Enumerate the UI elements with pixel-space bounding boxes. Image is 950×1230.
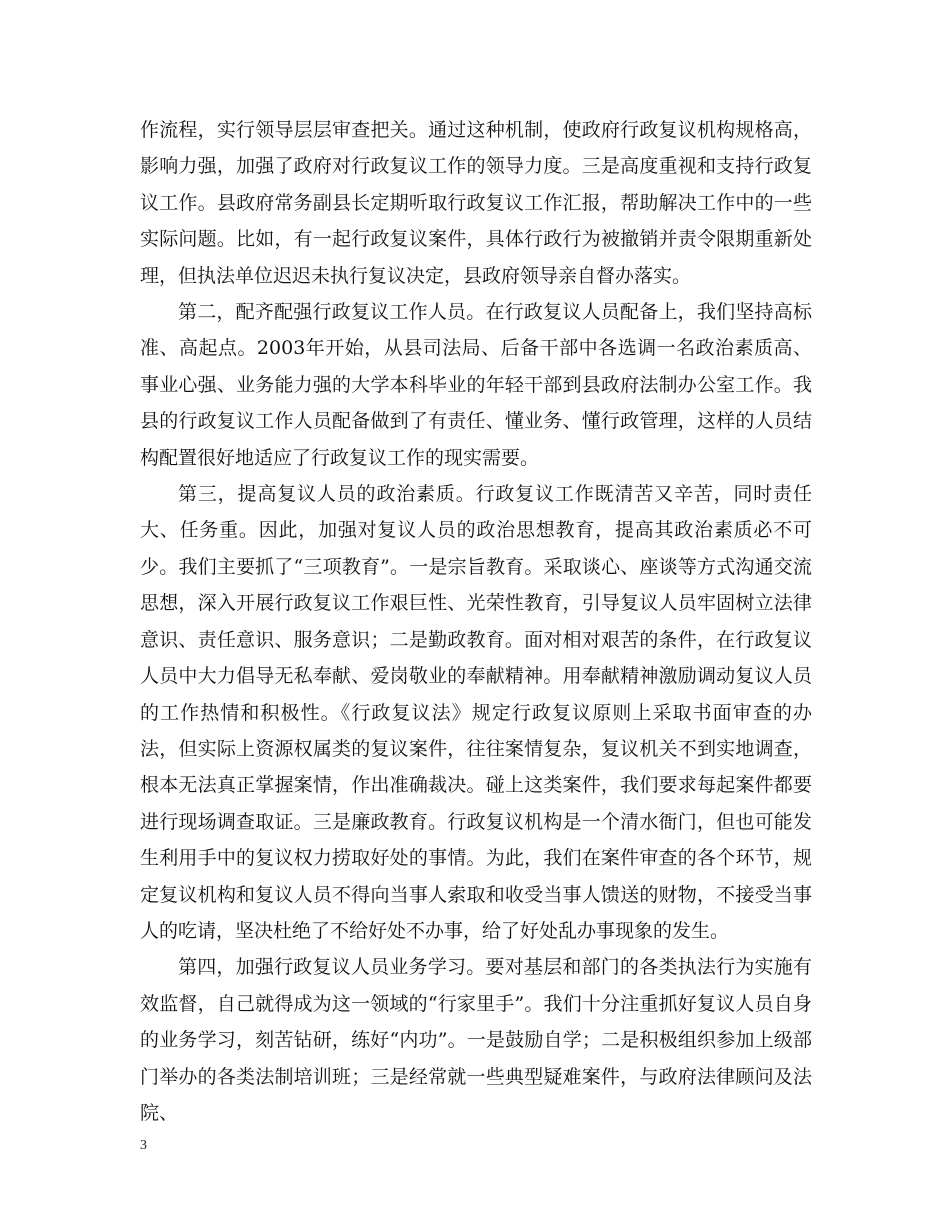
paragraph-fourth-business-study: 第四，加强行政复议人员业务学习。要对基层和部门的各类执法行为实施有效监督，自己就得成为这一领域的“行家里手”。我们十分注重抓好复议人员自身的业务学习，刻苦钻研，练好“内功”。一是鼓励自学；二是积极组织参加上级部门举办的各类法制培训班；三是经常就一些典型疑难案件，与政府法律顾问及法院、 bbox=[140, 956, 812, 1124]
paragraph-third-political-quality: 第三，提高复议人员的政治素质。行政复议工作既清苦又辛苦，同时责任大、任务重。因此，加强对复议人员的政治思想教育，提高其政治素质必不可少。我们主要抓了“三项教育”。一是宗旨教育。采取谈心、座谈等方式沟通交流思想，深入开展行政复议工作艰巨性、光荣性教育，引导复议人员牢固树立法律意识、责任意识、服务意识；二是勤政教育。面对相对艰苦的条件，在行政复议人员中大力倡导无私奉献、爱岗敬业的奉献精神。用奉献精神激励调动复议人员的工作热情和积极性。《行政复议法》规定行政复议原则上采取书面审查的办法，但实际上资源权属类的复议案件，往往案情复杂，复议机关不到实地调查，根本无法真正掌握案情，作出准确裁决。碰上这类案件，我们要求每起案件都要进行现场调查取证。三是廉政教育。行政复议机构是一个清水衙门，但也可能发生利用手中的复议权力捞取好处的事情。为此，我们在案件审查的各个环节，规定复议机构和复议人员不得向当事人索取和收受当事人馈送的财物，不接受当事人的吃请，坚决杜绝了不给好处不办事，给了好处乱办事现象的发生。 bbox=[140, 483, 812, 942]
page-number: 3 bbox=[140, 1138, 147, 1153]
paragraph-continuation: 作流程，实行领导层层审查把关。通过这种机制，使政府行政复议机构规格高，影响力强，加强了政府对行政复议工作的领导力度。三是高度重视和支持行政复议工作。县政府常务副县长定期听取行政复议工作汇报，帮助解决工作中的一些实际问题。比如，有一起行政复议案件，具体行政行为被撤销并责令限期重新处理，但执法单位迟迟未执行复议决定，县政府领导亲自督办落实。 bbox=[140, 119, 812, 287]
paragraph-second-staffing: 第二，配齐配强行政复议工作人员。在行政复议人员配备上，我们坚持高标准、高起点。2003年开始，从县司法局、后备干部中各选调一名政治素质高、事业心强、业务能力强的大学本科毕业的年轻干部到县政府法制办公室工作。我县的行政复议工作人员配备做到了有责任、懂业务、懂行政管理，这样的人员结构配置很好地适应了行政复议工作的现实需要。 bbox=[140, 301, 812, 469]
document-body bbox=[140, 112, 812, 1131]
